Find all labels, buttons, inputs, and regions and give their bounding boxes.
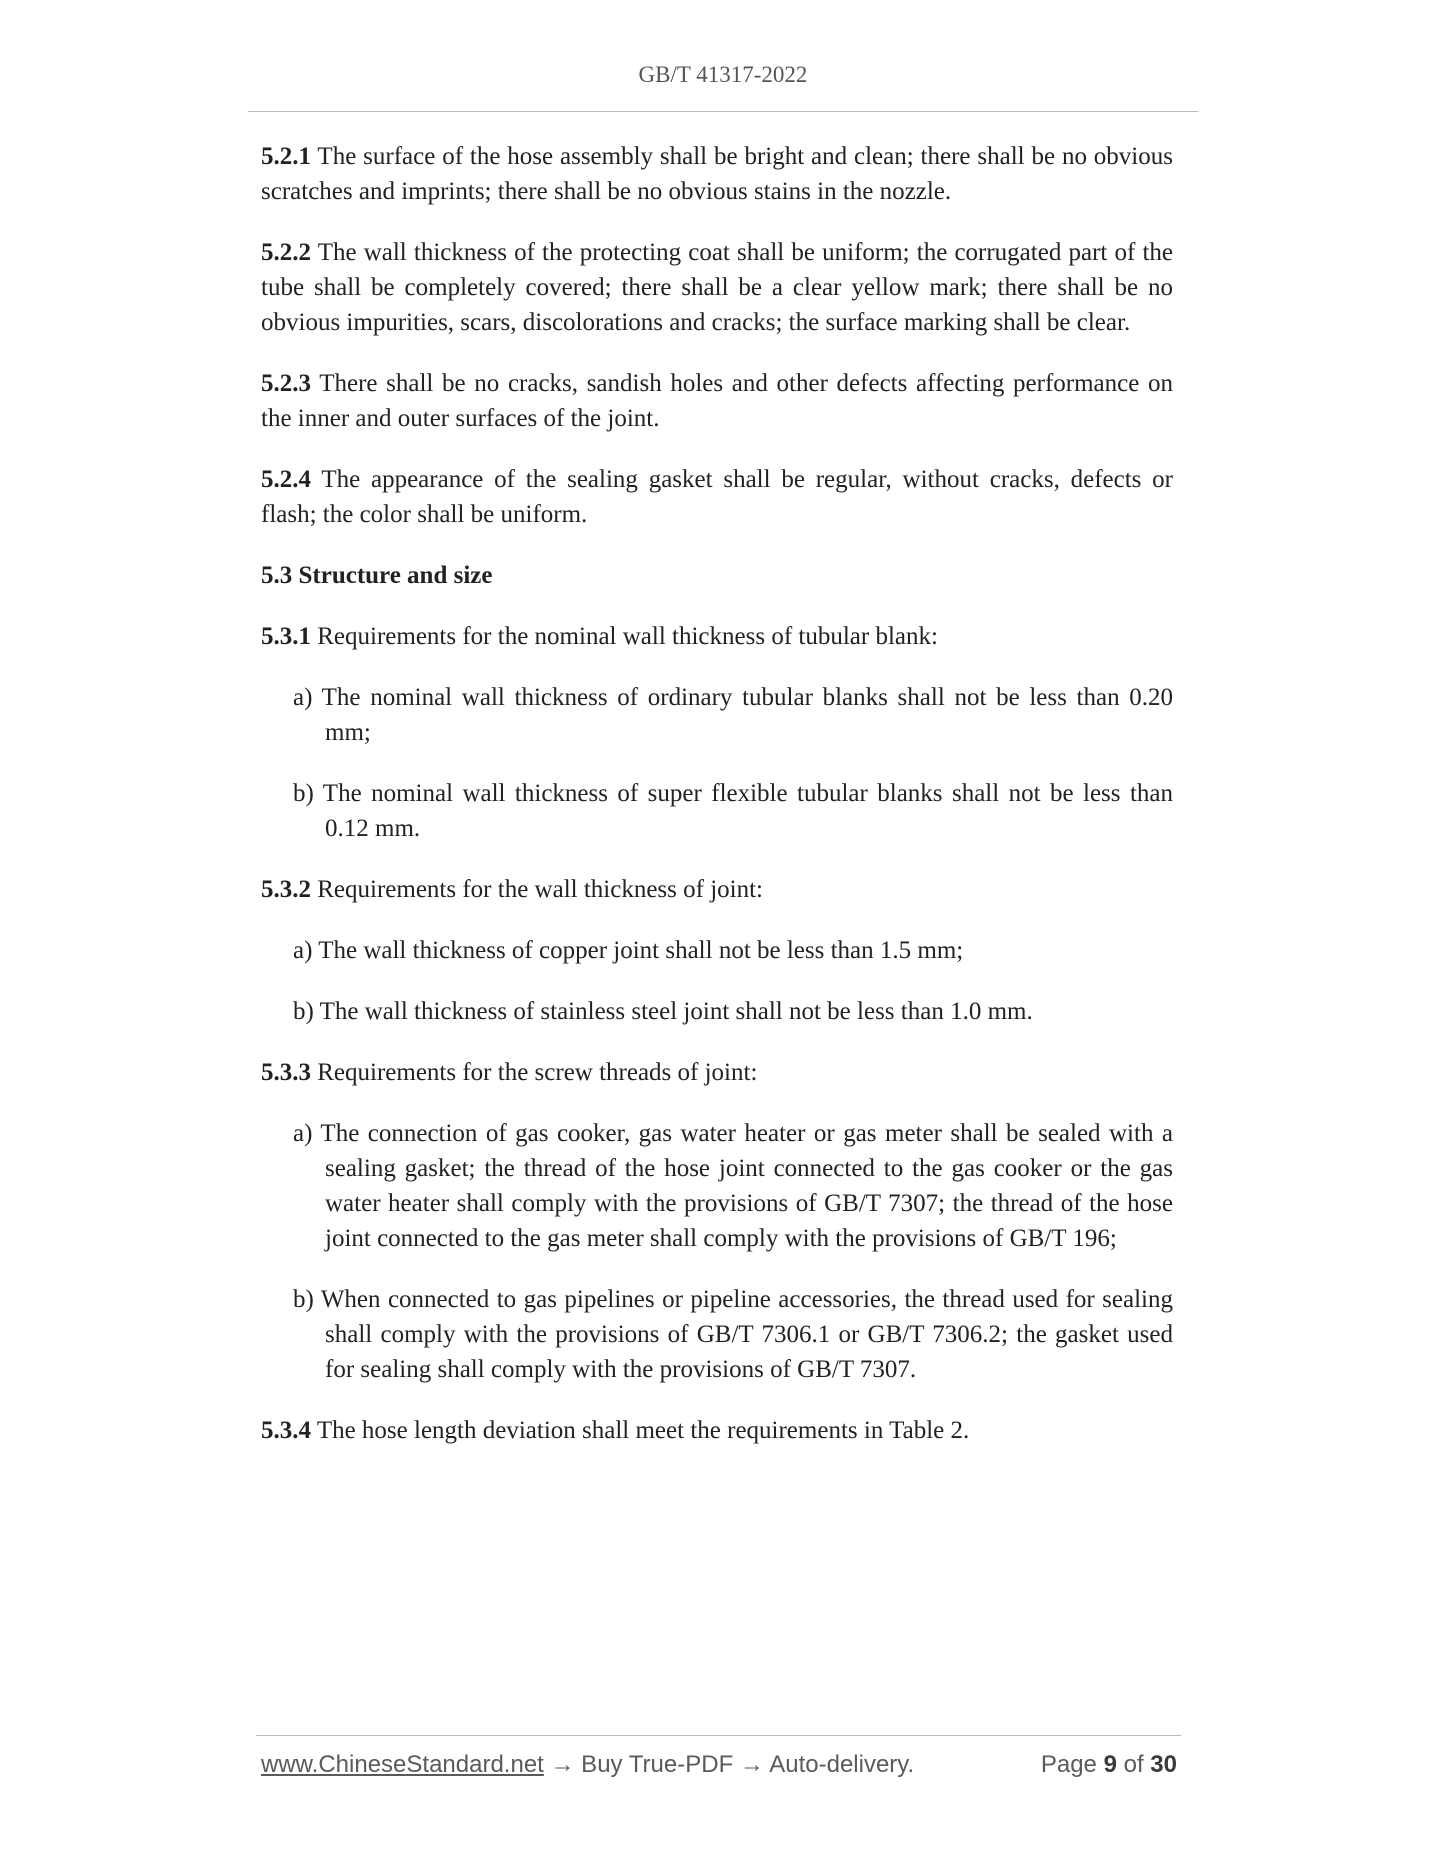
footer-divider [256,1735,1181,1736]
clause-number: 5.2.2 [261,239,311,266]
clause-5-3-1 [261,619,1173,654]
list-item-5-3-2-a: a) The wall thickness of copper joint shall not be less than 1.5 mm; [293,937,964,964]
footer-tagline: → Buy True-PDF → Auto-delivery. [550,1751,915,1778]
clause-5-2-4 [261,462,1173,532]
footer-promo [261,1751,914,1779]
list-item-5-3-3-b: b) When connected to gas pipelines or pipeline accessories, the thread used for sealing shall comply with the provisions of GB/T 7306.1 or GB/T 7306.2; the gasket used for sealing shall comply with the provisions of GB/T 7307. [293,1286,1173,1383]
list-item-5-3-1-b: b) The nominal wall thickness of super flexible tubular blanks shall not be less than 0.12 mm. [293,780,1173,842]
document-body [261,139,1173,1474]
clause-text: The appearance of the sealing gasket shall be regular, without cracks, defects or flash; the color shall be uniform. [261,466,1173,528]
clause-text: Requirements for the screw threads of joint: [317,1059,758,1086]
list-item-5-3-2-b: b) The wall thickness of stainless steel joint shall not be less than 1.0 mm. [293,998,1033,1025]
clause-number: 5.2.3 [261,370,311,397]
clause-text: The hose length deviation shall meet the requirements in Table 2. [316,1417,970,1444]
clause-number: 5.2.4 [261,466,311,493]
page-current: 9 [1103,1751,1117,1778]
clause-5-3-2 [261,872,1173,907]
clause-text: The wall thickness of the protecting coat shall be uniform; the corrugated part of the tube shall be completely covered; there shall be a clear yellow mark; there shall be no obvious impurities, scars, discolorations and cracks; the surface marking shall be clear. [261,239,1173,336]
clause-number: 5.3.1 [261,623,311,650]
site-link[interactable]: www.ChineseStandard.net [261,1751,544,1778]
page-label: Page [1040,1751,1097,1778]
clause-5-3-4 [261,1413,1173,1448]
clause-text: The surface of the hose assembly shall be bright and clean; there shall be no obvious scratches and imprints; there shall be no obvious stains in the nozzle. [261,143,1173,205]
section-heading-5-3: 5.3 Structure and size [261,562,493,589]
list-item-5-3-3-a: a) The connection of gas cooker, gas water heater or gas meter shall be sealed with a sealing gasket; the thread of the hose joint connected to the gas cooker or the gas water heater shall comply with the provisions of GB/T 7307; the thread of the hose joint connected to the gas meter shall comply with the provisions of GB/T 196; [293,1120,1173,1252]
list-item-5-3-1-a: a) The nominal wall thickness of ordinary tubular blanks shall not be less than 0.20 mm; [293,684,1173,746]
clause-5-3-3 [261,1055,1173,1090]
clause-5-2-1 [261,139,1173,209]
page-total: 30 [1150,1751,1177,1778]
header-divider [248,111,1198,112]
clause-5-2-3 [261,366,1173,436]
clause-number: 5.3.4 [261,1417,311,1444]
page-footer [261,1751,1177,1779]
page-header: GB/T 41317-2022 [638,62,808,87]
of-label: of [1123,1751,1144,1778]
clause-number: 5.3.3 [261,1059,311,1086]
clause-5-2-2 [261,235,1173,340]
page-number [1041,1751,1177,1779]
clause-text: There shall be no cracks, sandish holes and other defects affecting performance on the inner and outer surfaces of the joint. [261,370,1173,432]
clause-text: Requirements for the nominal wall thickness of tubular blank: [317,623,938,650]
clause-text: Requirements for the wall thickness of joint: [317,876,763,903]
clause-number: 5.3.2 [261,876,311,903]
clause-number: 5.2.1 [261,143,311,170]
